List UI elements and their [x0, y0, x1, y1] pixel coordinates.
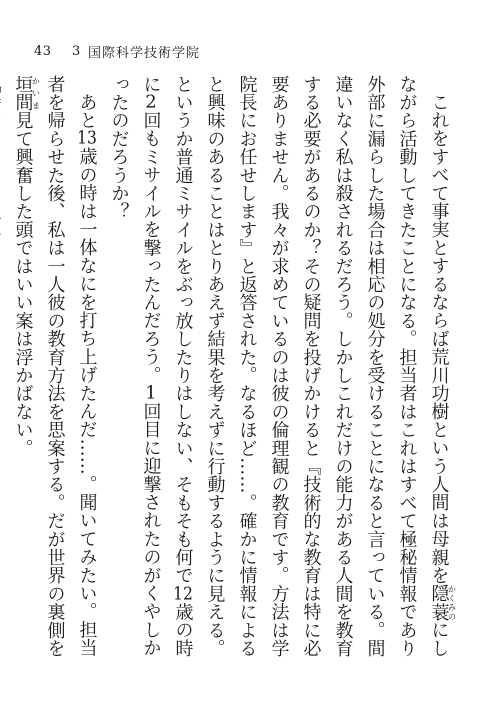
ruby-base: 垣間	[12, 75, 34, 112]
ruby-reading: かく	[447, 584, 457, 603]
text-span: これをすべて事実とするならば荒川功樹という人間は母親を	[428, 93, 450, 585]
tate-chu-yoko-number: 13	[77, 129, 97, 148]
text-span	[0, 75, 2, 384]
ruby-base: 隠	[428, 584, 450, 603]
dialogue-line	[0, 75, 7, 667]
paragraph-1	[103, 75, 457, 667]
tate-chu-yoko-number: 1	[145, 384, 157, 403]
ruby-reading: かいま	[31, 75, 41, 112]
chapter-number: 3	[72, 43, 81, 59]
ruby-reading: みの	[447, 602, 457, 621]
text-span: 歳の時に	[140, 75, 194, 658]
ruby-base: 蓑	[428, 602, 450, 621]
vertical-body-text	[0, 75, 456, 667]
tate-chu-yoko-number: 12	[173, 584, 193, 603]
text-span: にしながら活動してきたことになる。担当者はこれはすべて極秘情報であり外部に漏らした場合は相応の処分を受けることになると言っている。間違いなく私は殺されるだろう。しかしこれだけの能力がある人間を教育する必要があるのか？その疑問を投げかけると『技術的な教育は特に必要ありません。我々が求めているのは彼の倫理観の教育です。方法は学院長にお任せします』と返答された。なるほど……。確かに情報によると興味のあることはとりあえず結果を考えずに行動するように見える。というか普通ミサイルをぶっ放したりはしない、そもそも何で	[172, 75, 450, 658]
page-number: 43	[34, 43, 52, 59]
text-span: 見て興奮した頭ではいい案は浮かばない。	[12, 111, 34, 458]
running-header	[34, 42, 200, 60]
ruby-kaku	[428, 584, 457, 603]
chapter-title: 国際科学技術学院	[88, 45, 201, 61]
ruby-mino	[428, 602, 457, 621]
text-span: 回もミサイルを撃ったんだろう。	[140, 111, 162, 385]
paragraph-2	[7, 75, 103, 667]
text-span: 歳の時は一体なにを打ち上げたんだ……。聞いてみたい。担当者を帰らせた後、私は一人彼の教育方法を思案する。だが世界の裏側を	[44, 75, 98, 658]
text-span: あと	[76, 93, 98, 130]
tate-chu-yoko-number: 2	[145, 93, 157, 112]
ruby-kaima	[12, 75, 41, 112]
text-span: 回目に迎撃されたのがくやしかったのだろうか？	[108, 75, 162, 658]
